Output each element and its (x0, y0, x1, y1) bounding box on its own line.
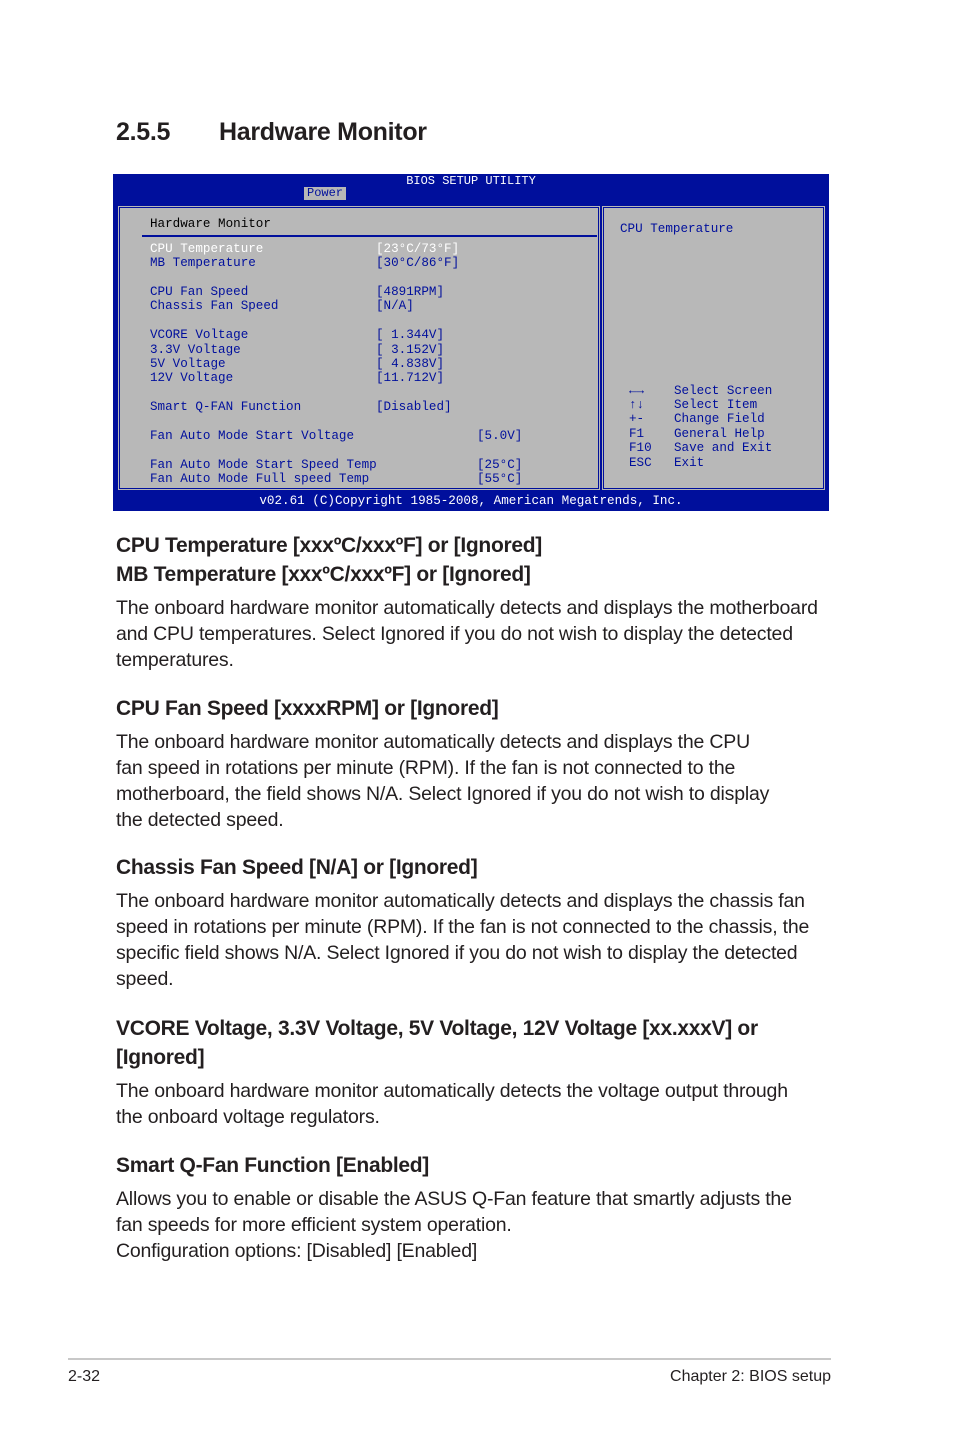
tab-power[interactable]: Power (304, 187, 346, 200)
key-desc: Select Screen (674, 384, 773, 398)
heading-mb-temperature: MB Temperature [xxxºC/xxxºF] or [Ignored] (116, 563, 531, 586)
section-title (116, 118, 427, 147)
bios-item-value: [Disabled] (376, 400, 452, 414)
bios-item-value: [11.712V] (376, 371, 445, 385)
bios-top-bar (113, 174, 829, 200)
key-desc: Save and Exit (674, 441, 773, 455)
heading-cpu-fan-speed: CPU Fan Speed [xxxxRPM] or [Ignored] (116, 697, 499, 720)
key-left-right-arrows-icon: ←→ (629, 384, 645, 398)
paragraph-voltage: The onboard hardware monitor automatically detects the voltage output through the onboard voltage regulators. (116, 1080, 788, 1128)
bios-item-value: [ 1.344V] (376, 328, 445, 342)
paragraph-cpu-fan-speed: The onboard hardware monitor automatically detects and displays the CPU fan speed in rotations per minute (RPM). If the fan is not connected to the motherboard, the field shows N/A. Select Ignored if you do not wish to display the detected speed. (116, 731, 770, 831)
bios-item-label: 5V Voltage (150, 357, 226, 371)
chapter-title: Chapter 2: BIOS setup (670, 1368, 831, 1385)
bios-item-label: Fan Auto Mode Full speed Temp (150, 472, 370, 486)
bios-item-label: CPU Fan Speed (150, 285, 249, 299)
key-desc: Select Item (674, 398, 758, 412)
heading-chassis-fan-speed: Chassis Fan Speed [N/A] or [Ignored] (116, 856, 478, 879)
key-desc: Exit (674, 456, 705, 470)
footer-divider (68, 1358, 831, 1360)
heading-cpu-temperature: CPU Temperature [xxxºC/xxxºF] or [Ignored] (116, 534, 542, 557)
bios-item-label: VCORE Voltage (150, 328, 249, 342)
paragraph-config-options: Configuration options: [Disabled] [Enabled] (116, 1240, 478, 1262)
bios-item-value: [55°C] (477, 472, 523, 486)
bios-screen (113, 174, 829, 511)
bios-item-label: MB Temperature (150, 256, 256, 270)
key-esc: ESC (629, 456, 652, 470)
bios-settings-pane (117, 205, 601, 491)
section-name: Hardware Monitor (219, 118, 427, 146)
paragraph-chassis-fan-speed: The onboard hardware monitor automatically detects and displays the chassis fan speed in rotations per minute (RPM). If the fan is not connected to the chassis, the specific field shows N/A. Select Ignored if you do not wish to display the detected speed. (116, 890, 810, 990)
bios-item-value: [30°C/86°F] (376, 256, 460, 270)
heading-smart-qfan: Smart Q-Fan Function [Enabled] (116, 1154, 430, 1177)
bios-item-value: [4891RPM] (376, 285, 445, 299)
bios-item-label: 12V Voltage (150, 371, 234, 385)
bios-item-label: 3.3V Voltage (150, 343, 241, 357)
heading-voltage: VCORE Voltage, 3.3V Voltage, 5V Voltage, 12V Voltage [xx.xxxV] or [Ignored] (116, 1017, 758, 1069)
key-desc: Change Field (674, 412, 765, 426)
section-number: 2.5.5 (116, 118, 171, 146)
bios-copyright: v02.61 (C)Copyright 1985-2008, American Megatrends, Inc. (259, 494, 683, 508)
paragraph-smart-qfan: Allows you to enable or disable the ASUS Q-Fan feature that smartly adjusts the fan speeds for more efficient system operation. (116, 1188, 792, 1236)
bios-item-value: [5.0V] (477, 429, 523, 443)
bios-item-value: [ 4.838V] (376, 357, 445, 371)
bios-item-value: [ 3.152V] (376, 343, 445, 357)
bios-item-label: Fan Auto Mode Start Speed Temp (150, 458, 377, 472)
pane-title: Hardware Monitor (150, 217, 271, 231)
bios-help-pane (601, 205, 826, 491)
bios-item-label: Chassis Fan Speed (150, 299, 279, 313)
bios-item-value: [25°C] (477, 458, 523, 472)
pane-title-divider (142, 235, 597, 237)
key-f1: F1 (629, 427, 645, 441)
key-up-down-arrows-icon: ↑↓ (629, 398, 645, 412)
page-number: 2-32 (68, 1368, 101, 1385)
key-plus-minus: +- (629, 412, 645, 426)
key-f10: F10 (629, 441, 652, 455)
bios-utility-title: BIOS SETUP UTILITY (406, 174, 536, 188)
bios-item-value: [N/A] (376, 299, 414, 313)
bios-item-label: CPU Temperature (150, 242, 264, 256)
paragraph-temperature: The onboard hardware monitor automatically detects and displays the motherboard and CPU temperatures. Select Ignored if you do not wish to display the detected temperatures. (116, 597, 818, 671)
key-desc: General Help (674, 427, 765, 441)
help-title: CPU Temperature (620, 222, 734, 236)
bios-item-label: Fan Auto Mode Start Voltage (150, 429, 355, 443)
bios-item-label: Smart Q-FAN Function (150, 400, 302, 414)
bios-item-value: [23°C/73°F] (376, 242, 460, 256)
